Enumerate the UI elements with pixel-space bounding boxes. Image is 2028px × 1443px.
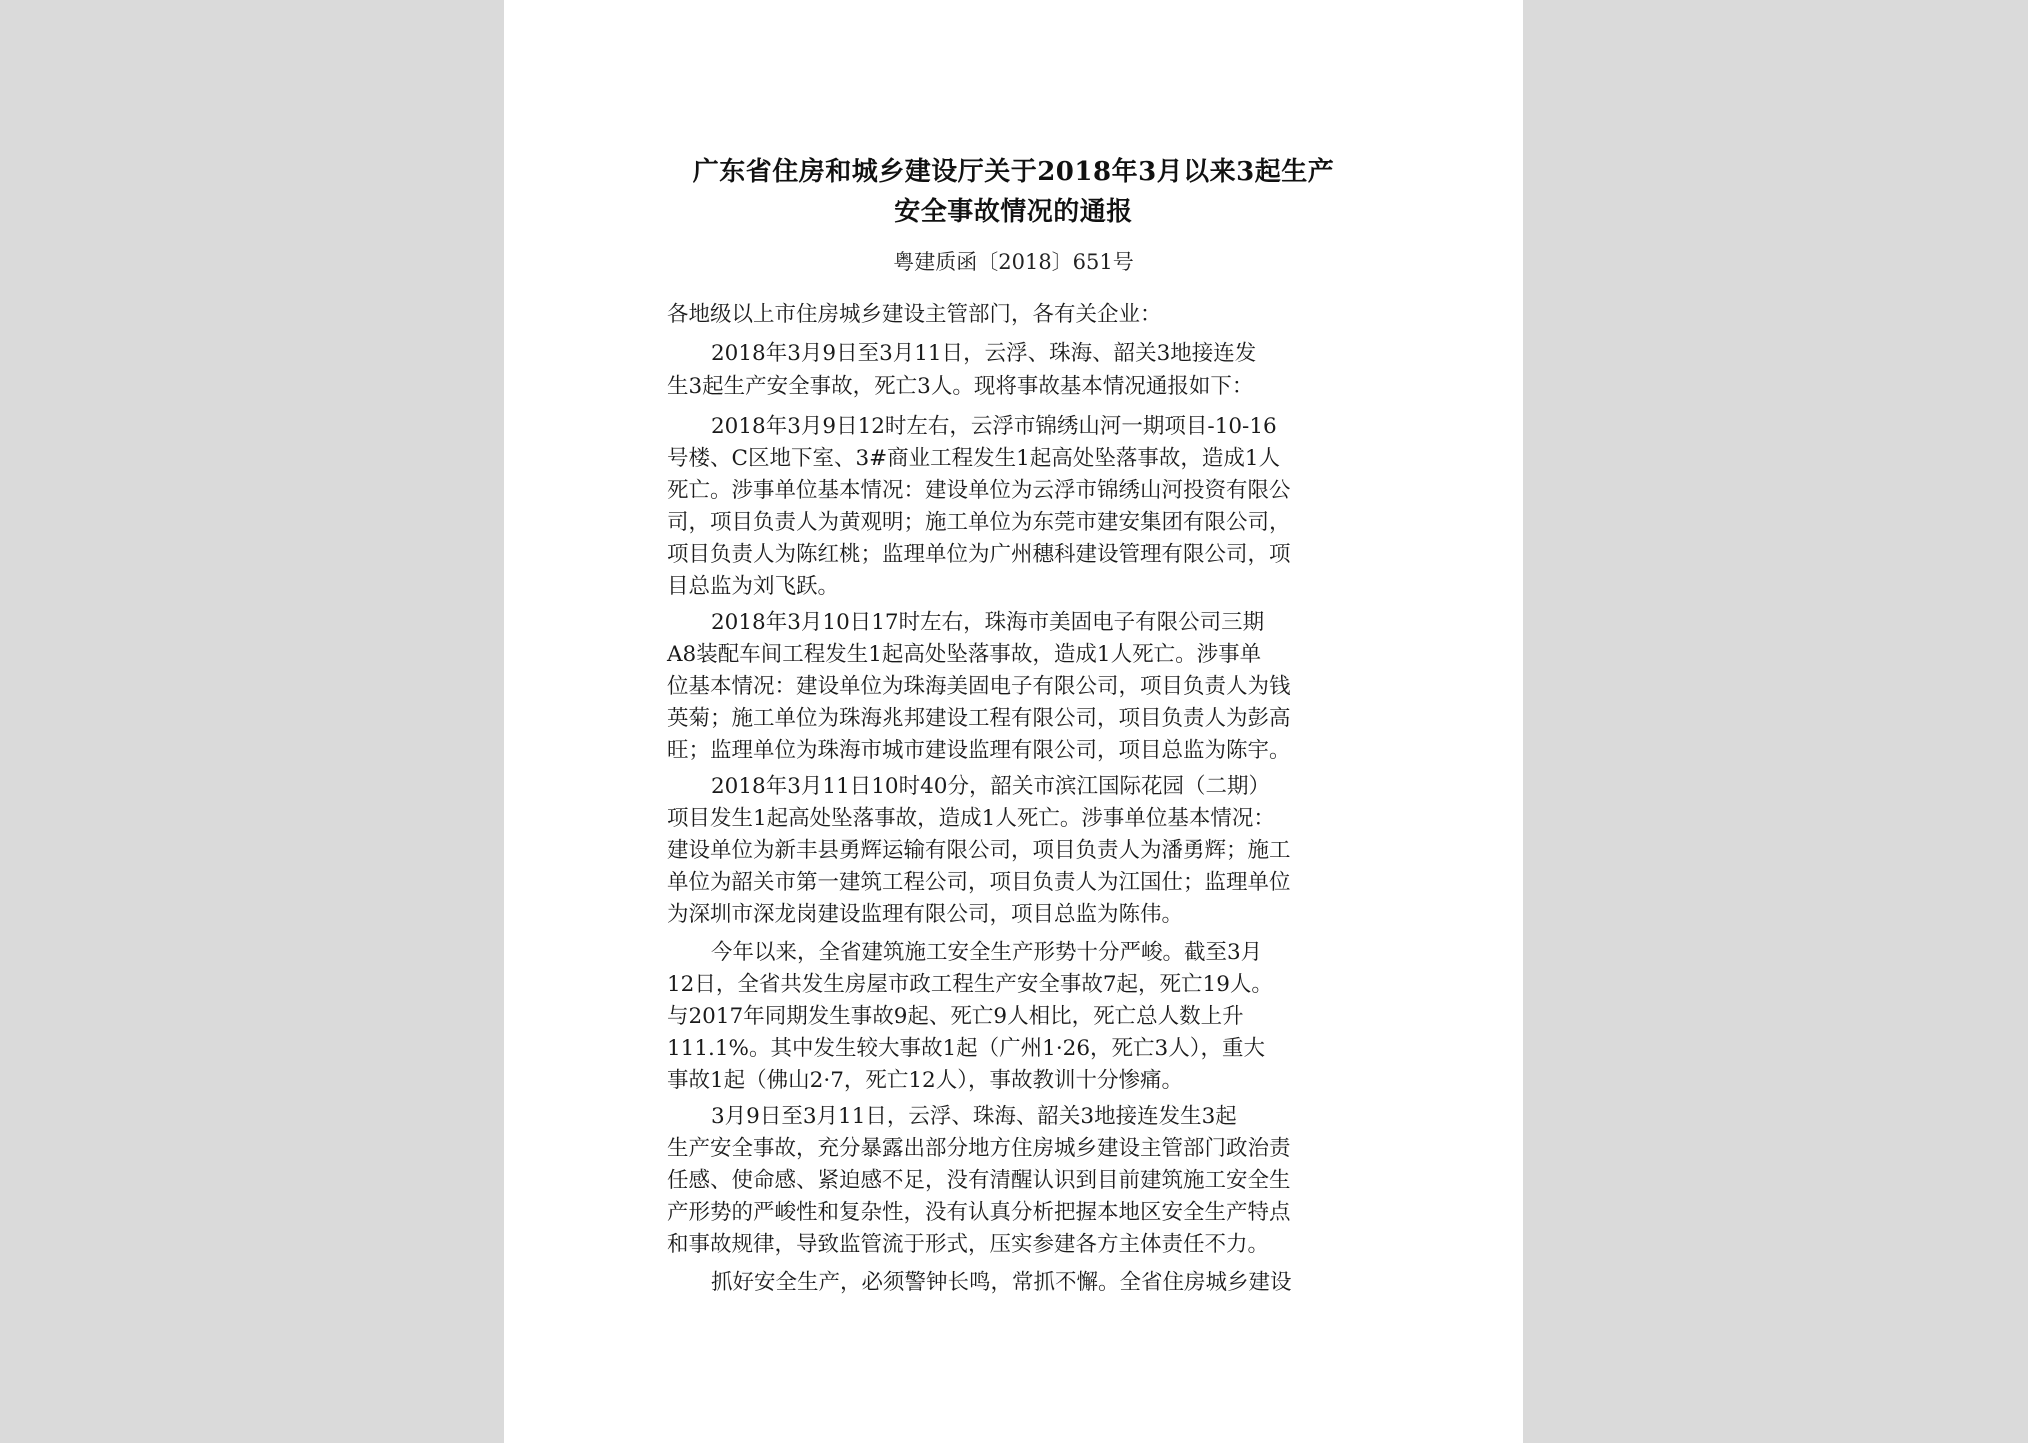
- body-line: 单位为韶关市第一建筑工程公司，项目负责人为江国仕；监理单位: [667, 870, 1291, 895]
- body-line: 产形势的严峻性和复杂性，没有认真分析把握本地区安全生产特点: [667, 1200, 1291, 1225]
- document-title-line-1: 广东省住房和城乡建设厅关于2018年3月以来3起生产: [692, 157, 1335, 187]
- body-line: 司，项目负责人为黄观明；施工单位为东莞市建安集团有限公司，: [667, 510, 1291, 535]
- body-line: 生产安全事故，充分暴露出部分地方住房城乡建设主管部门政治责: [667, 1136, 1291, 1161]
- body-line: 建设单位为新丰县勇辉运输有限公司，项目负责人为潘勇辉；施工: [667, 838, 1291, 863]
- body-line: 号楼、C区地下室、3#商业工程发生1起高处坠落事故，造成1人: [667, 446, 1281, 471]
- body-line: 2018年3月10日17时左右，珠海市美固电子有限公司三期: [711, 610, 1265, 635]
- body-line: 111.1%。其中发生较大事故1起（广州1·26，死亡3人），重大: [667, 1036, 1265, 1061]
- body-line: 目总监为刘飞跃。: [667, 574, 840, 599]
- document-title-line-2: 安全事故情况的通报: [894, 197, 1133, 227]
- body-line: 项目发生1起高处坠落事故，造成1人死亡。涉事单位基本情况：: [667, 806, 1275, 831]
- body-line: 2018年3月9日12时左右，云浮市锦绣山河一期项目-10-16: [711, 414, 1277, 439]
- body-line: 抓好安全生产，必须警钟长鸣，常抓不懈。全省住房城乡建设: [711, 1270, 1292, 1295]
- body-line: 为深圳市深龙岗建设监理有限公司，项目总监为陈伟。: [667, 902, 1184, 927]
- body-line: 事故1起（佛山2·7，死亡12人），事故教训十分惨痛。: [667, 1068, 1183, 1093]
- document-page: [504, 0, 1523, 1443]
- body-line: 项目负责人为陈红桃；监理单位为广州穗科建设管理有限公司，项: [667, 542, 1291, 567]
- body-line: 死亡。涉事单位基本情况：建设单位为云浮市锦绣山河投资有限公: [667, 478, 1291, 503]
- body-line: 2018年3月11日10时40分，韶关市滨江国际花园（二期）: [711, 774, 1270, 799]
- body-line: 2018年3月9日至3月11日，云浮、珠海、韶关3地接连发: [711, 341, 1257, 366]
- document-number: 粤建质函〔2018〕651号: [893, 250, 1134, 274]
- body-line: A8装配车间工程发生1起高处坠落事故，造成1人死亡。涉事单: [667, 642, 1262, 667]
- body-line: 任感、使命感、紧迫感不足，没有清醒认识到目前建筑施工安全生: [667, 1168, 1291, 1193]
- body-line: 旺；监理单位为珠海市城市建设监理有限公司，项目总监为陈宇。: [667, 738, 1291, 763]
- body-line: 生3起生产安全事故，死亡3人。现将事故基本情况通报如下：: [667, 374, 1254, 399]
- body-line: 和事故规律，导致监管流于形式，压实参建各方主体责任不力。: [667, 1232, 1270, 1257]
- body-line: 3月9日至3月11日，云浮、珠海、韶关3地接连发生3起: [711, 1104, 1237, 1129]
- body-line: 与2017年同期发生事故9起、死亡9人相比，死亡总人数上升: [667, 1004, 1244, 1029]
- body-line: 英菊；施工单位为珠海兆邦建设工程有限公司，项目负责人为彭高: [667, 706, 1291, 731]
- salutation-line: 各地级以上市住房城乡建设主管部门，各有关企业：: [667, 302, 1162, 327]
- body-line: 位基本情况：建设单位为珠海美固电子有限公司，项目负责人为钱: [667, 674, 1291, 699]
- body-line: 今年以来，全省建筑施工安全生产形势十分严峻。截至3月: [711, 940, 1263, 965]
- body-line: 12日，全省共发生房屋市政工程生产安全事故7起，死亡19人。: [667, 972, 1273, 997]
